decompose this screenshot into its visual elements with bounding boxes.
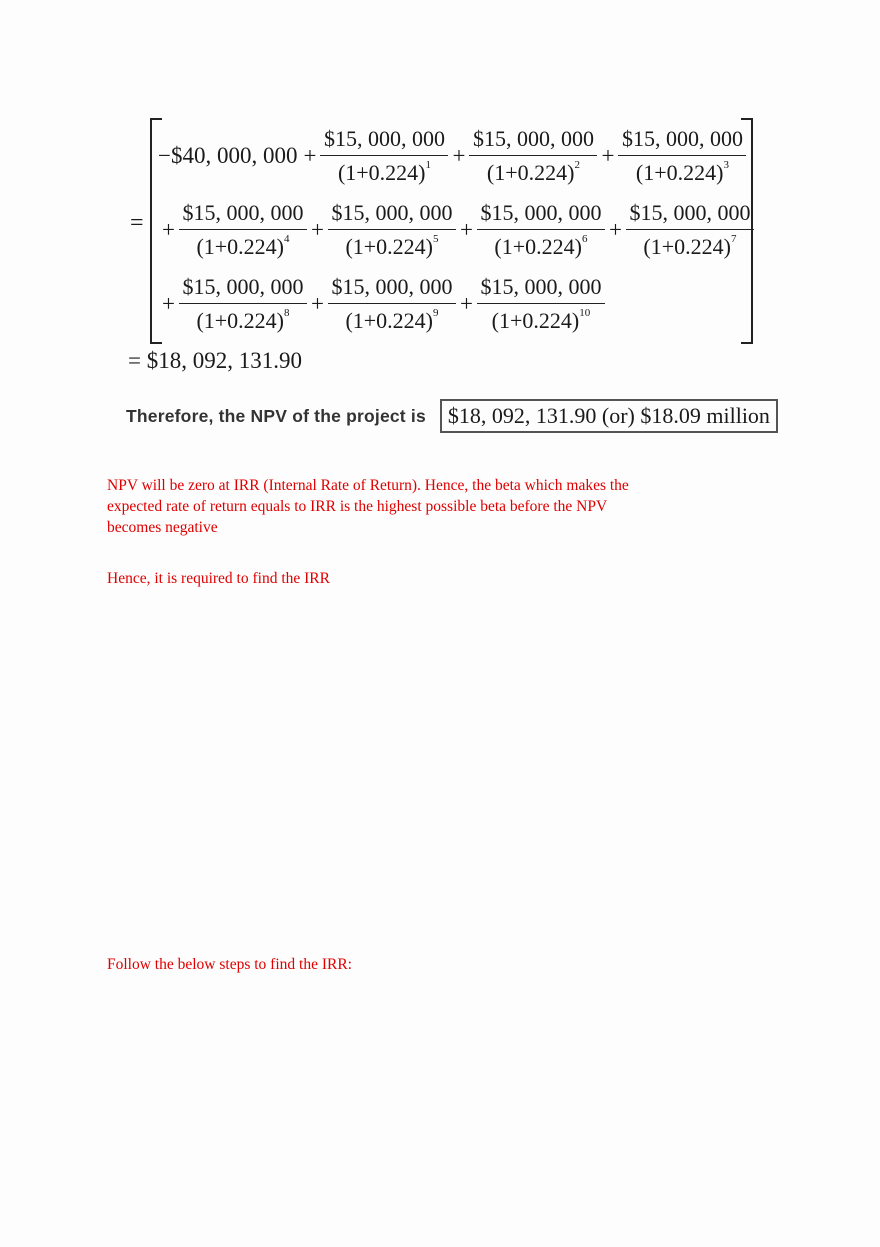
npv-equation xyxy=(128,110,768,380)
fraction-term-10 xyxy=(477,274,605,334)
npv-conclusion xyxy=(126,396,778,436)
fraction-denominator: $(1+0.224)^9$ xyxy=(345,306,439,333)
fraction-term-4 xyxy=(179,200,307,260)
plus-sign: + xyxy=(310,217,324,242)
equals-sign: = xyxy=(130,210,144,236)
fraction-numerator: $15, 000, 000 xyxy=(179,274,307,304)
fraction-denominator: $(1+0.224)^3$ xyxy=(635,158,729,185)
plus-sign: + xyxy=(601,143,615,168)
fraction-denominator: $(1+0.224)^1$ xyxy=(337,158,431,185)
plus-sign: + xyxy=(459,217,473,242)
equation-row-2 xyxy=(158,194,754,266)
plus-sign: + xyxy=(452,143,466,168)
fraction-term-9 xyxy=(328,274,456,334)
plus-sign: + xyxy=(608,217,622,242)
fraction-numerator: $15, 000, 000 xyxy=(469,126,597,156)
fraction-numerator: $15, 000, 000 xyxy=(328,274,456,304)
plus-sign: + xyxy=(303,143,317,168)
equation-result: = $18, 092, 131.90 xyxy=(128,348,302,373)
fraction-denominator: $(1+0.224)^5$ xyxy=(345,232,439,259)
fraction-term-8 xyxy=(179,274,307,334)
plus-sign: + xyxy=(310,291,324,316)
fraction-numerator: $15, 000, 000 xyxy=(618,126,746,156)
fraction-numerator: $15, 000, 000 xyxy=(320,126,448,156)
fraction-term-1 xyxy=(320,126,448,186)
fraction-denominator: $(1+0.224)^2$ xyxy=(486,158,580,185)
find-irr-paragraph: Hence, it is required to find the IRR xyxy=(107,569,330,587)
fraction-numerator: $15, 000, 000 xyxy=(477,200,605,230)
fraction-numerator: $15, 000, 000 xyxy=(477,274,605,304)
fraction-term-5 xyxy=(328,200,456,260)
fraction-term-6 xyxy=(477,200,605,260)
irr-steps-paragraph: Follow the below steps to find the IRR: xyxy=(107,955,352,973)
npv-answer-box: $18, 092, 131.90 (or) $18.09 million xyxy=(440,399,778,433)
fraction-denominator: $(1+0.224)^{10}$ xyxy=(491,306,591,333)
fraction-numerator: $15, 000, 000 xyxy=(328,200,456,230)
fraction-numerator: $15, 000, 000 xyxy=(626,200,754,230)
fraction-denominator: $(1+0.224)^7$ xyxy=(643,232,737,259)
initial-investment: −$40, 000, 000 xyxy=(158,143,298,168)
fraction-denominator: $(1+0.224)^4$ xyxy=(196,232,290,259)
conclusion-text: Therefore, the NPV of the project is xyxy=(126,405,426,426)
fraction-denominator: $(1+0.224)^6$ xyxy=(494,232,588,259)
fraction-numerator: $15, 000, 000 xyxy=(179,200,307,230)
fraction-term-7 xyxy=(626,200,754,260)
fraction-term-3 xyxy=(618,126,746,186)
equation-row-3 xyxy=(158,268,605,340)
fraction-denominator: $(1+0.224)^8$ xyxy=(196,306,290,333)
plus-sign: + xyxy=(162,217,175,242)
plus-sign: + xyxy=(459,291,473,316)
equation-row-1 xyxy=(158,120,746,192)
irr-explanation-paragraph: NPV will be zero at IRR (Internal Rate of Return). Hence, the beta which makes the expected rate of return equals to IRR is the highest possible beta before the NPV becomes negative xyxy=(107,476,629,536)
fraction-term-2 xyxy=(469,126,597,186)
plus-sign: + xyxy=(162,291,175,316)
